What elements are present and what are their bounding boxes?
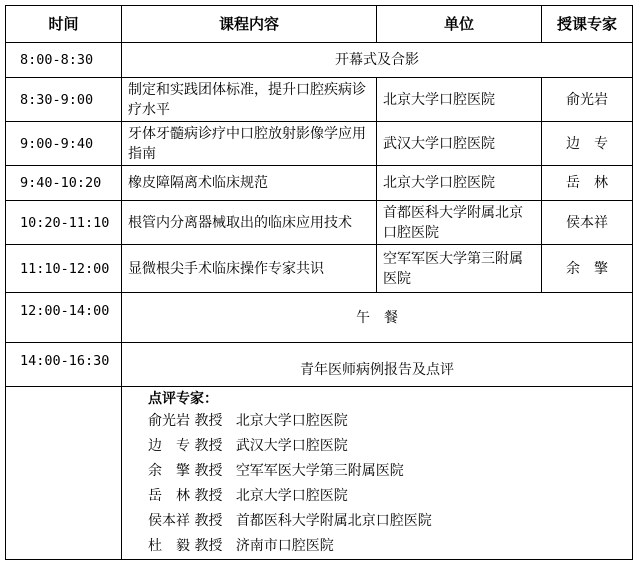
review-expert-line xyxy=(128,409,626,434)
review-expert-line xyxy=(128,509,626,534)
review-expert-name: 余 擎 xyxy=(148,463,190,479)
review-expert-title: 教授 xyxy=(190,413,236,429)
table-row xyxy=(6,245,633,293)
merged-cell: 午 餐 xyxy=(122,293,633,343)
review-expert-name: 侯本祥 xyxy=(148,513,190,529)
review-expert-name: 俞光岩 xyxy=(148,413,190,429)
review-title: 点评专家： xyxy=(148,391,218,407)
table-row xyxy=(6,122,633,166)
review-expert-title: 教授 xyxy=(190,463,236,479)
course-cell: 橡皮障隔离术临床规范 xyxy=(122,166,377,201)
expert-cell: 余 擎 xyxy=(542,245,633,293)
time-cell: 8:00-8:30 xyxy=(6,43,122,78)
time-cell: 11:10-12:00 xyxy=(6,245,122,293)
expert-cell: 俞光岩 xyxy=(542,78,633,122)
expert-cell: 岳 林 xyxy=(542,166,633,201)
review-cell xyxy=(122,387,633,560)
unit-cell: 武汉大学口腔医院 xyxy=(377,122,542,166)
expert-cell: 边 专 xyxy=(542,122,633,166)
schedule-table xyxy=(5,5,633,560)
unit-cell: 首都医科大学附属北京口腔医院 xyxy=(377,201,542,245)
review-expert-unit: 北京大学口腔医院 xyxy=(235,488,348,504)
review-expert-name: 杜 毅 xyxy=(148,538,190,554)
review-expert-name: 边 专 xyxy=(148,438,190,454)
merged-cell: 开幕式及合影 xyxy=(122,43,633,78)
table-row xyxy=(6,293,633,343)
review-expert-title: 教授 xyxy=(190,538,236,554)
review-expert-unit: 武汉大学口腔医院 xyxy=(235,438,348,454)
course-cell: 制定和实践团体标准，提升口腔疾病诊疗水平 xyxy=(122,78,377,122)
time-cell: 9:40-10:20 xyxy=(6,166,122,201)
review-expert-unit: 北京大学口腔医院 xyxy=(235,413,348,429)
review-expert-name: 岳 林 xyxy=(148,488,190,504)
review-expert-title: 教授 xyxy=(190,513,236,529)
header-course: 课程内容 xyxy=(122,6,377,43)
course-cell: 根管内分离器械取出的临床应用技术 xyxy=(122,201,377,245)
review-expert-title: 教授 xyxy=(190,438,236,454)
review-expert-line xyxy=(128,534,626,559)
expert-cell: 侯本祥 xyxy=(542,201,633,245)
table-row xyxy=(6,78,633,122)
unit-cell: 北京大学口腔医院 xyxy=(377,78,542,122)
review-expert-line xyxy=(128,434,626,459)
time-cell: 8:30-9:00 xyxy=(6,78,122,122)
review-expert-unit: 首都医科大学附属北京口腔医院 xyxy=(235,513,432,529)
review-expert-line xyxy=(128,459,626,484)
header-row xyxy=(6,6,633,43)
unit-cell: 空军军医大学第三附属医院 xyxy=(377,245,542,293)
course-cell: 牙体牙髓病诊疗中口腔放射影像学应用指南 xyxy=(122,122,377,166)
header-expert: 授课专家 xyxy=(542,6,633,43)
time-cell: 14:00-16:30 xyxy=(6,343,122,387)
table-row xyxy=(6,201,633,245)
review-row xyxy=(6,387,633,560)
review-expert-line xyxy=(128,484,626,509)
time-cell: 10:20-11:10 xyxy=(6,201,122,245)
time-cell: 9:00-9:40 xyxy=(6,122,122,166)
review-list xyxy=(128,409,626,559)
review-expert-title: 教授 xyxy=(190,488,236,504)
table-row xyxy=(6,43,633,78)
header-unit: 单位 xyxy=(377,6,542,43)
table-row xyxy=(6,166,633,201)
course-cell: 显微根尖手术临床操作专家共识 xyxy=(122,245,377,293)
review-expert-unit: 济南市口腔医院 xyxy=(235,538,334,554)
table-row xyxy=(6,343,633,387)
header-time: 时间 xyxy=(6,6,122,43)
unit-cell: 北京大学口腔医院 xyxy=(377,166,542,201)
time-cell: 12:00-14:00 xyxy=(6,293,122,343)
empty-time-cell xyxy=(6,387,122,560)
review-expert-unit: 空军军医大学第三附属医院 xyxy=(235,463,404,479)
merged-cell: 青年医师病例报告及点评 xyxy=(122,343,633,387)
